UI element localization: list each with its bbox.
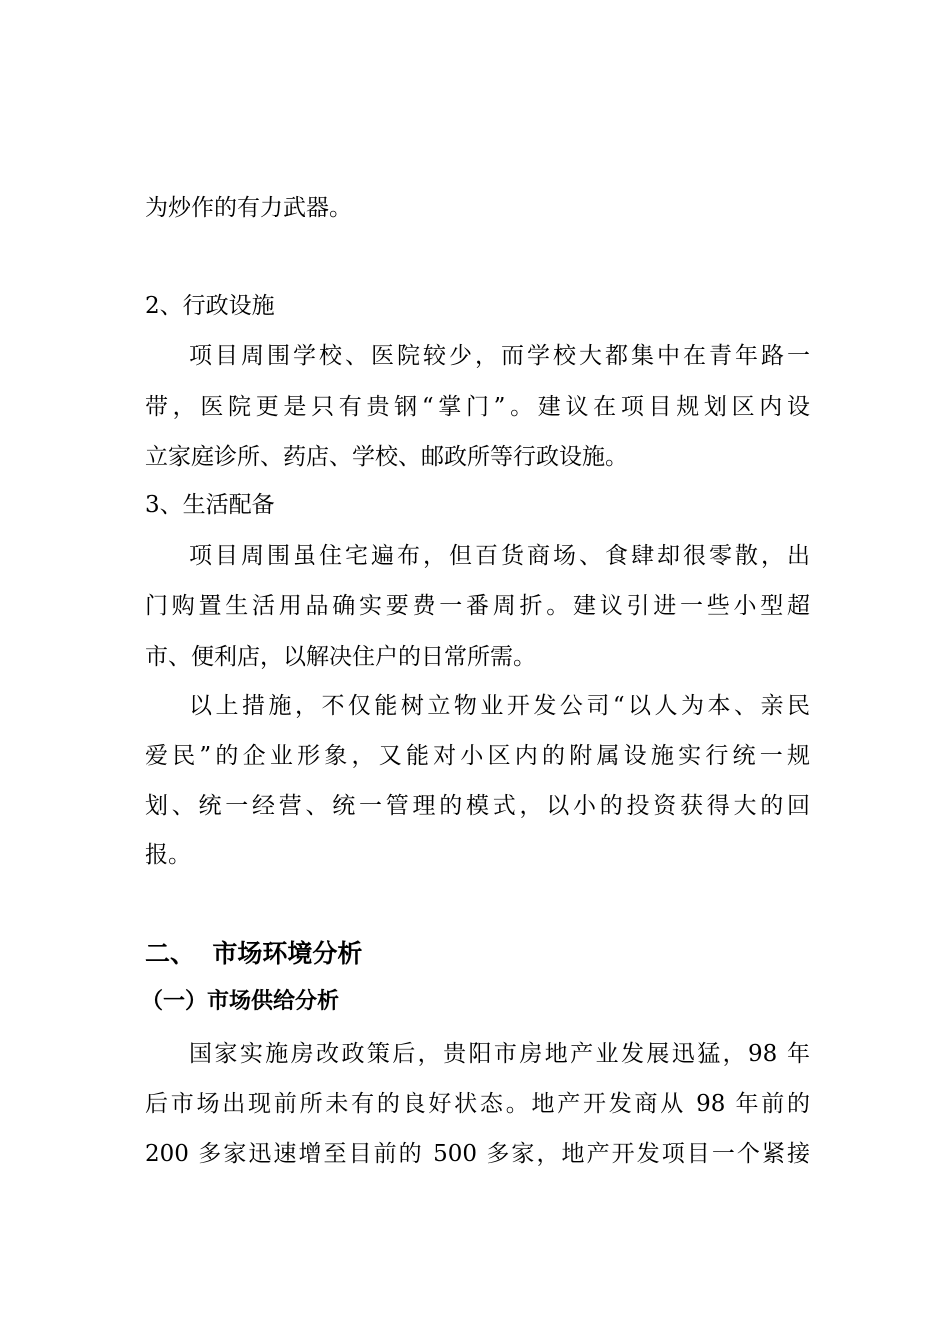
paragraph-line: 项目周围虽住宅遍布，但百货商场、食肆却很零散，出 (189, 543, 810, 569)
paragraph-line: 带，医院更是只有贵钢“掌门”。建议在项目规划区内设 (145, 394, 810, 420)
subsection-heading-supply: （一）市场供给分析 (141, 989, 340, 1014)
paragraph-line: 后市场出现前所未有的良好状态。地产开发商从 98 年前的 (145, 1091, 810, 1117)
paragraph-line: 200 多家迅速增至目前的 500 多家，地产开发项目一个紧接 (145, 1141, 810, 1167)
paragraph-line: 划、统一经营、统一管理的模式，以小的投资获得大的回 (145, 793, 810, 819)
paragraph-line: 国家实施房改政策后，贵阳市房地产业发展迅猛，98 年 (189, 1041, 810, 1067)
paragraph-line: 爱民”的企业形象，又能对小区内的附属设施实行统一规 (145, 743, 810, 769)
section-heading-admin-facilities: 2、行政设施 (145, 293, 275, 319)
paragraph-line: 项目周围学校、医院较少，而学校大都集中在青年路一 (189, 343, 810, 369)
paragraph-line: 立家庭诊所、药店、学校、邮政所等行政设施。 (145, 444, 628, 470)
paragraph-line: 为炒作的有力武器。 (145, 195, 352, 221)
section-heading-living: 3、生活配备 (145, 492, 275, 518)
paragraph-line: 门购置生活用品确实要费一番周折。建议引进一些小型超 (145, 593, 810, 619)
paragraph-line: 市、便利店，以解决住户的日常所需。 (145, 644, 536, 670)
chapter-heading-market: 二、 市场环境分析 (145, 939, 363, 968)
paragraph-line: 以上措施，不仅能树立物业开发公司“以人为本、亲民 (189, 693, 810, 719)
paragraph-line: 报。 (145, 842, 191, 868)
